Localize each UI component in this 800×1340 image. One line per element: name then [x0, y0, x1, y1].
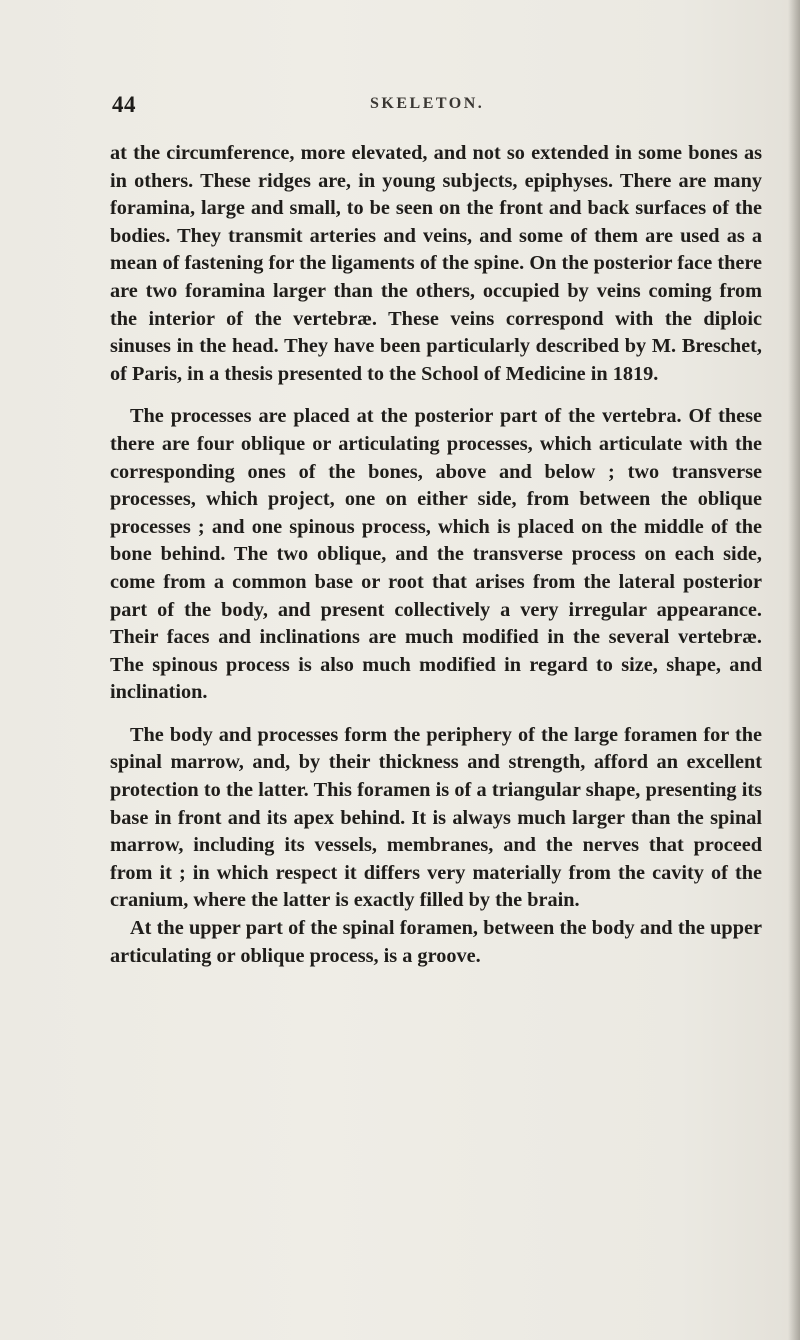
page-header	[112, 92, 732, 122]
page-edge-shadow	[788, 0, 800, 1340]
paragraph-processes: The processes are placed at the posterior part of the vertebra. Of these there are four oblique or articulating processes, which articulate with the corresponding ones of the bones, above and below ; two transverse processes, which project, one on either side, from between the oblique processes ; and one spinous process, which is placed on the middle of the bone behind. The two oblique, and the transverse process on each side, come from a common base or root that arises from the lateral posterior part of the body, and present collectively a very irregular appearance. Their faces and inclinations are much modified in the several vertebræ. The spinous process is also much modified in regard to size, shape, and inclination.	[110, 405, 762, 704]
running-head: SKELETON.	[370, 95, 485, 112]
paragraph-groove: At the upper part of the spinal foramen, between the body and the upper articulating or oblique process, is a groove.	[110, 917, 762, 967]
paragraph-foramen: The body and processes form the periphery of the large foramen for the spinal marrow, and, by their thickness and strength, afford an excellent protection to the latter. This foramen is of a triangular shape, presenting its base in front and its apex behind. It is always much larger than the spinal marrow, including its vessels, membranes, and the nerves that proceed from it ; in which respect it differs very materially from the cavity of the cranium, where the latter is exactly filled by the brain.	[110, 723, 762, 912]
body-text	[110, 140, 762, 970]
page-number: 44	[112, 92, 136, 117]
paragraph-continued: at the circumference, more elevated, and not so extended in some bones as in others. These ridges are, in young subjects, epiphyses. There are many foramina, large and small, to be seen on the front and back surfaces of the bodies. They transmit arteries and veins, and some of them are used as a mean of fastening for the ligaments of the spine. On the posterior face there are two foramina larger than the others, occupied by veins coming from the interior of the vertebræ. These veins correspond with the diploic sinuses in the head. They have been particularly described by M. Breschet, of Paris, in a thesis presented to the School of Medicine in 1819.	[110, 142, 762, 385]
